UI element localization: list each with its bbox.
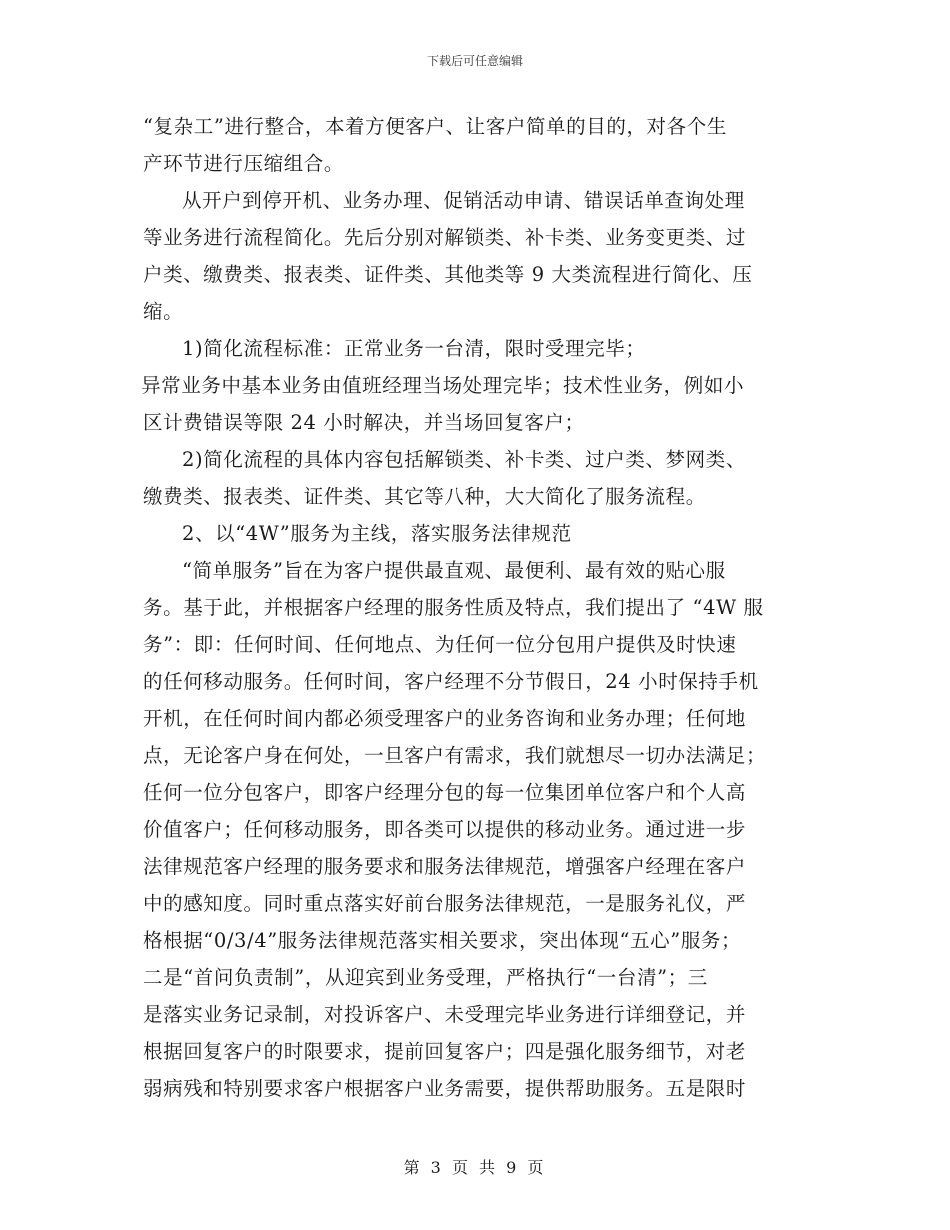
text-line: 根据回复客户的时限要求，提前回复客户；四是强化服务细节，对老 xyxy=(143,1040,747,1063)
text-line: 的任何移动服务。任何时间，客户经理不分节假日，24 小时保持手机 xyxy=(143,670,759,693)
text-line: 区计费错误等限 24 小时解决，并当场回复客户； xyxy=(143,411,585,434)
text-line: 2、以“4W”服务为主线，落实服务法律规范 xyxy=(182,522,572,545)
text-line: 等业务进行流程简化。先后分别对解锁类、补卡类、业务变更类、过 xyxy=(143,226,747,249)
page-header: 下载后可任意编辑 xyxy=(426,54,523,68)
text-line: 弱病残和特别要求客户根据客户业务需要，提供帮助服务。五是限时 xyxy=(143,1077,747,1100)
page-footer: 第 3 页 共 9 页 xyxy=(403,1158,547,1177)
text-line: 1)简化流程标准：正常业务一台清，限时受理完毕； xyxy=(182,337,646,360)
text-line: 产环节进行压缩组合。 xyxy=(143,152,345,175)
text-line: 二是“首问负责制”，从迎宾到业务受理，严格执行“一台清”；三 xyxy=(143,966,708,989)
text-line: 任何一位分包客户，即客户经理分包的每一位集团单位客户和个人高 xyxy=(143,781,747,804)
text-line: 价值客户；任何移动服务，即各类可以提供的移动业务。通过进一步 xyxy=(143,818,747,841)
text-line: 中的感知度。同时重点落实好前台服务法律规范，一是服务礼仪，严 xyxy=(143,892,747,915)
text-line: “简单服务”旨在为客户提供最直观、最便利、最有效的贴心服 xyxy=(182,559,726,582)
text-line: 2)简化流程的具体内容包括解锁类、补卡类、过户类、梦网类、 xyxy=(182,448,746,471)
document-body xyxy=(143,108,803,1107)
text-line: 从开户到停开机、业务办理、促销活动申请、错误话单查询处理 xyxy=(182,189,745,212)
text-line: 开机，在任何时间内都必须受理客户的业务咨询和业务办理；任何地 xyxy=(143,707,747,730)
text-line: 是落实业务记录制，对投诉客户、未受理完毕业务进行详细登记，并 xyxy=(143,1003,747,1026)
text-line: 缩。 xyxy=(143,300,184,323)
text-line: 格根据“0/3/4”服务法律规范落实相关要求，突出体现“五心”服务； xyxy=(143,929,742,952)
text-line: 点，无论客户身在何处，一旦客户有需求，我们就想尽一切办法满足； xyxy=(143,744,767,767)
text-line: 务”：即：任何时间、任何地点、为任何一位分包用户提供及时快速 xyxy=(143,633,737,656)
text-line: 户类、缴费类、报表类、证件类、其他类等 9 大类流程进行简化、压 xyxy=(143,263,753,286)
text-line: 异常业务中基本业务由值班经理当场处理完毕；技术性业务，例如小 xyxy=(141,374,745,397)
text-line: 缴费类、报表类、证件类、其它等八种，大大简化了服务流程。 xyxy=(143,485,706,508)
text-line: “复杂工”进行整合，本着方便客户、让客户简单的目的，对各个生 xyxy=(143,115,727,138)
text-line: 法律规范客户经理的服务要求和服务法律规范，增强客户经理在客户 xyxy=(143,855,747,878)
text-line: 务。基于此，并根据客户经理的服务性质及特点，我们提出了 “4W 服 xyxy=(143,596,764,619)
